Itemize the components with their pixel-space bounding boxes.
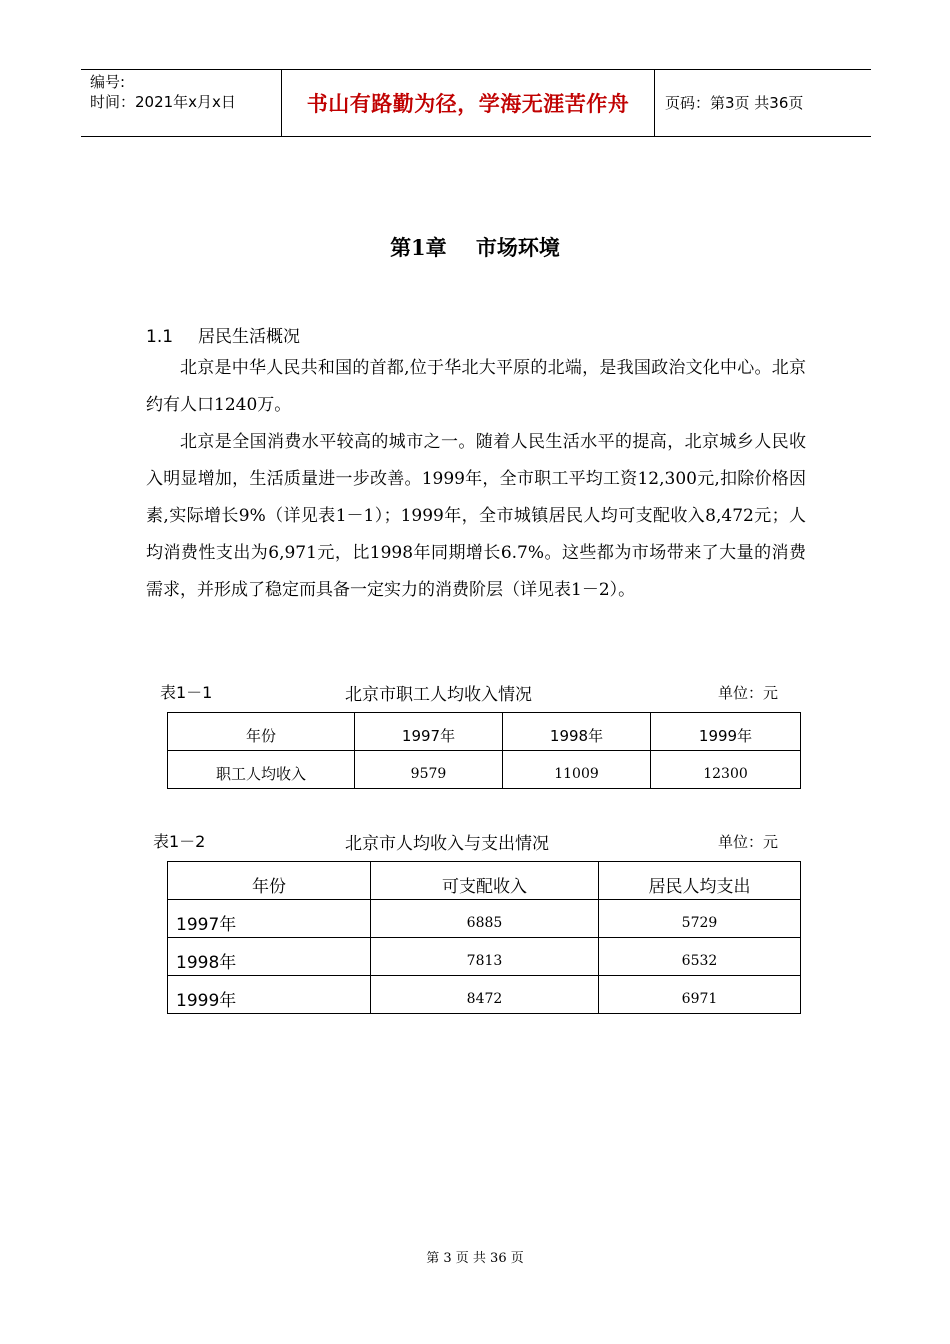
table2-cell: 8472	[371, 976, 599, 1014]
paragraph-1: 北京是中华人民共和国的首都,位于华北大平原的北端，是我国政治文化中心。北京约有人口1240万。	[146, 358, 806, 415]
table2-row-year: 1999年	[168, 976, 371, 1014]
table1-header-cell: 1999年	[651, 713, 801, 751]
table2-row-year: 1997年	[168, 900, 371, 938]
table1-cell: 11009	[503, 751, 651, 789]
table1-header-cell: 1998年	[503, 713, 651, 751]
table1-title: 北京市职工人均收入情况	[345, 685, 532, 705]
table2-header-cell: 年份	[168, 862, 371, 900]
table2-row	[168, 976, 801, 1014]
header-divider-right	[654, 69, 655, 136]
header-motto: 书山有路勤为径，学海无涯苦作舟	[306, 91, 630, 116]
table1-label: 表1－1	[160, 683, 213, 702]
document-number-label: 编号:	[90, 73, 126, 91]
section-heading	[146, 322, 300, 347]
document-date-label: 时间：2021年x月x日	[90, 93, 236, 111]
table1-row-label: 职工人均收入	[168, 751, 355, 789]
chapter-title: 第1章 市场环境	[390, 235, 560, 260]
section-number: 1.1	[146, 327, 174, 347]
table2-header-row	[168, 862, 801, 900]
table1-cell: 12300	[651, 751, 801, 789]
table2-cell: 6971	[599, 976, 801, 1014]
header-bottom-rule	[81, 136, 871, 137]
header-page-label: 页码：第3页 共36页	[665, 94, 804, 112]
table2-cell: 6532	[599, 938, 801, 976]
section-title: 居民生活概况	[198, 327, 300, 347]
header-left-block	[90, 72, 236, 112]
table1	[167, 712, 801, 789]
table1-header-row	[168, 713, 801, 751]
table1-header-cell: 1997年	[355, 713, 503, 751]
table2-unit: 单位：元	[718, 833, 779, 851]
paragraph-2: 北京是全国消费水平较高的城市之一。随着人民生活水平的提高，北京城乡人民收入明显增加，生活质量进一步改善。1999年，全市职工平均工资12,300元,扣除价格因素,实际增长9%（详见表1－1）；1999年，全市城镇居民人均可支配收入8,472元；人均消费性支出为6,971元，比1998年同期增长6.7%。这些都为市场带来了大量的消费需求，并形成了稳定而具备一定实力的消费阶层（详见表1－2）。	[146, 432, 806, 600]
table2-row	[168, 938, 801, 976]
table2-cell: 5729	[599, 900, 801, 938]
table2-title: 北京市人均收入与支出情况	[345, 834, 549, 854]
table1-cell: 9579	[355, 751, 503, 789]
table2-row	[168, 900, 801, 938]
table2-cell: 6885	[371, 900, 599, 938]
table1-unit: 单位：元	[718, 684, 779, 702]
table2-header-cell: 可支配收入	[371, 862, 599, 900]
table2-header-cell: 居民人均支出	[599, 862, 801, 900]
table1-row	[168, 751, 801, 789]
table1-header-cell: 年份	[168, 713, 355, 751]
table2	[167, 861, 801, 1014]
table2-row-year: 1998年	[168, 938, 371, 976]
table2-cell: 7813	[371, 938, 599, 976]
page-footer: 第 3 页 共 36 页	[426, 1251, 524, 1266]
table2-label: 表1－2	[153, 832, 206, 851]
